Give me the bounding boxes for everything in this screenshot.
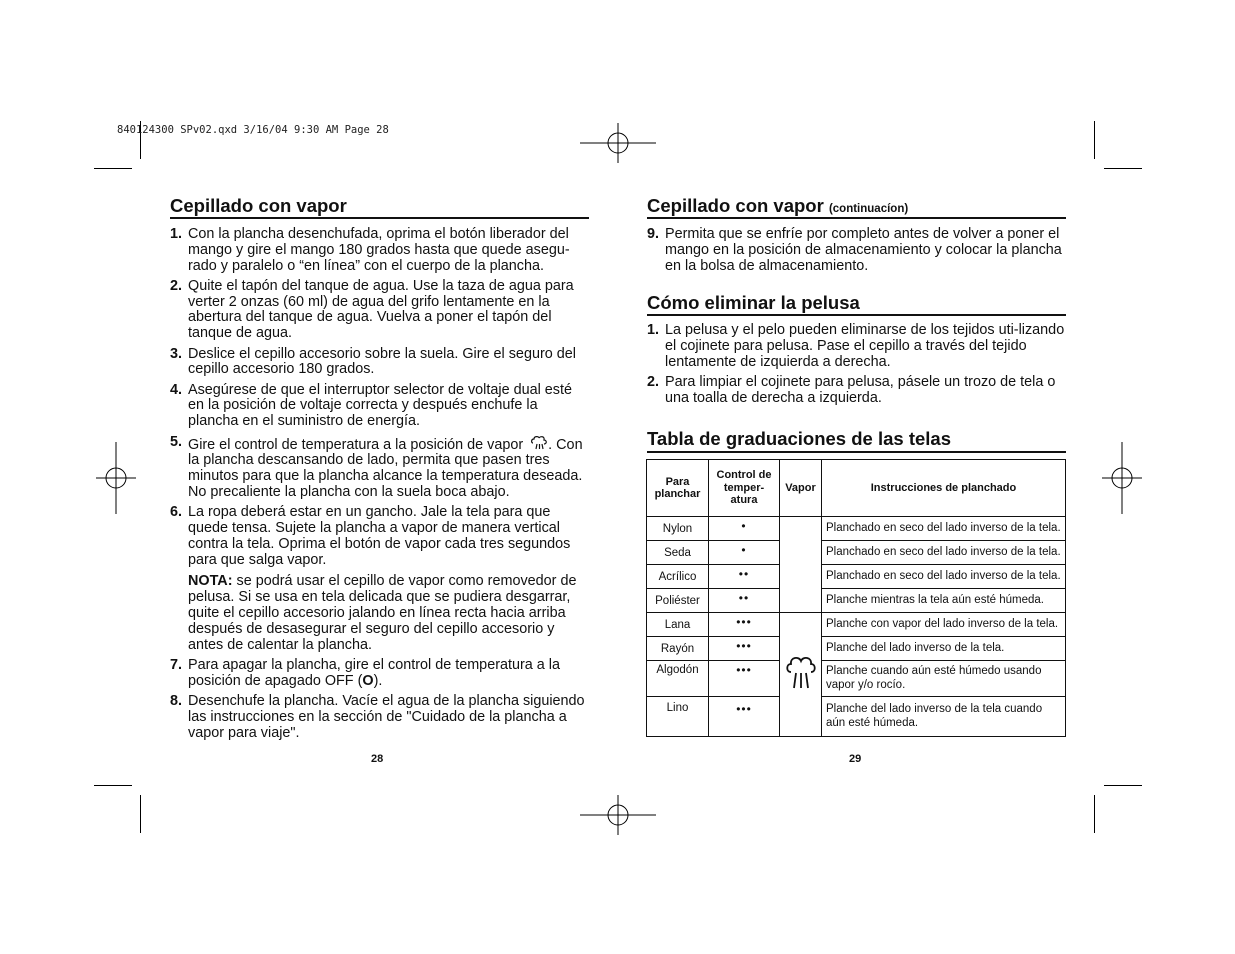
- fabric-name: Acrílico: [647, 565, 709, 589]
- title-suffix: (continuacíon): [828, 203, 909, 215]
- ironing-instructions: Planchado en seco del lado inverso de la tela.: [822, 565, 1066, 589]
- table-row: [647, 565, 1066, 589]
- ironing-instructions: Planche del lado inverso de la tela.: [822, 637, 1066, 661]
- section-title-text: Cómo eliminar la pelusa: [647, 292, 860, 313]
- table-row: [647, 697, 1066, 737]
- temperature-dots: •: [709, 541, 780, 565]
- step-text: Para limpiar el cojinete para pelusa, pásele un trozo de tela o una toalla de derecha a izquierda.: [665, 373, 1056, 406]
- crop-mark: [1094, 795, 1095, 833]
- steam-icon: [785, 654, 817, 692]
- table-header-row: [647, 460, 1066, 517]
- ironing-instructions: Planche con vapor del lado inverso de la tela.: [822, 613, 1066, 637]
- list-item: [170, 435, 590, 501]
- step-text: Gire el control de temperatura a la posición de vapor: [188, 436, 524, 453]
- step-number: 4.: [170, 381, 183, 398]
- temperature-dots: ••: [709, 565, 780, 589]
- table-row: [647, 637, 1066, 661]
- section-title-text: Tabla de graduaciones de las telas: [647, 428, 951, 449]
- table-row: [647, 613, 1066, 637]
- table-row: [647, 661, 1066, 697]
- list-item: [170, 658, 590, 690]
- list-item: [647, 323, 1067, 370]
- step-number: 9.: [647, 226, 660, 242]
- page-title-text: Cepillado con vapor: [170, 195, 347, 216]
- off-symbol: O: [362, 672, 374, 689]
- table-row: [647, 541, 1066, 565]
- fabric-name: Seda: [647, 541, 709, 565]
- step-text: Asegúrese de que el interruptor selector de voltaje dual esté en la posición de voltaje correcta y después enchufe la plancha en el suministro de energía.: [188, 381, 572, 430]
- registration-mark-icon: [1100, 440, 1144, 516]
- crop-mark: [94, 168, 132, 169]
- list-item: [170, 227, 590, 274]
- step-number: 1.: [170, 226, 183, 242]
- crop-mark: [1104, 785, 1142, 786]
- vapor-cell: [780, 613, 822, 737]
- column-header: Para planchar: [647, 460, 709, 517]
- page-title: [647, 195, 908, 217]
- step-number: 2.: [170, 277, 183, 294]
- step-number: 2.: [647, 373, 660, 390]
- step-text: Desenchufe la plancha. Vacíe el agua de la plancha siguiendo las instrucciones en la sección de "Cuidado de la plancha a vapor para viaje".: [188, 693, 585, 741]
- ironing-instructions: Planchado en seco del lado inverso de la tela.: [822, 541, 1066, 565]
- fabric-name: Nylon: [647, 517, 709, 541]
- fabric-table: [646, 459, 1066, 737]
- steps-list: [170, 227, 590, 746]
- list-item: [647, 227, 1067, 274]
- step-number: 5.: [170, 433, 183, 450]
- step-text: Para apagar la plancha, gire el control de temperatura a la posición de apagado OFF (: [188, 656, 560, 689]
- fabric-name: Rayón: [647, 637, 709, 661]
- list-item: [170, 505, 590, 653]
- step-text: Deslice el cepillo accesorio sobre la suela. Gire el seguro del cepillo accesorio 180 grados.: [188, 345, 576, 378]
- page-number: 28: [371, 753, 384, 765]
- table-row: [647, 517, 1066, 541]
- step-number: 3.: [170, 345, 183, 362]
- step-text: La pelusa y el pelo pueden eliminarse de los tejidos uti-lizando el cojinete para pelusa. Pase el cepillo a través del tejido lentamente de izquierda a derecha.: [665, 322, 1065, 370]
- step-number: 6.: [170, 504, 183, 521]
- crop-mark: [94, 785, 132, 786]
- step-text: Con la plancha desenchufada, oprima el botón liberador del mango y gire el mango 180 grados hasta que quede asegu-rado y paralelo o “en línea” con el cuerpo de la plancha.: [188, 226, 570, 274]
- step-text: Quite el tapón del tanque de agua. Use la taza de agua para verter 2 onzas (60 ml) de agua del grifo lentamente en la abertura del tanque de agua. Vuelva a poner el tapón del tanque de agua.: [188, 277, 574, 342]
- print-slug: 840124300 SPv02.qxd 3/16/04 9:30 AM Page 28: [117, 124, 389, 136]
- fabric-name: Lino: [647, 697, 709, 737]
- crop-mark: [1104, 168, 1142, 169]
- note-text: se podrá usar el cepillo de vapor como removedor de pelusa. Si se usa en tela delicada que se pudiera desgarrar, quite el cepillo accesorio jalando en línea recta hacia arriba después de desasegurar el seguro del cepillo accesorio y antes de calentar la plancha.: [188, 573, 577, 653]
- fabric-name: Lana: [647, 613, 709, 637]
- page-title: [170, 195, 347, 217]
- registration-mark-icon: [578, 121, 658, 165]
- temperature-dots: •••: [709, 661, 780, 697]
- list-item: [647, 375, 1067, 407]
- column-header: Instrucciones de planchado: [822, 460, 1066, 517]
- list-item: [170, 279, 590, 342]
- ironing-instructions: Planchado en seco del lado inverso de la tela.: [822, 517, 1066, 541]
- list-item: [170, 347, 590, 379]
- section-title: [647, 292, 860, 314]
- crop-mark: [1094, 121, 1095, 159]
- page-number: 29: [849, 753, 862, 765]
- fabric-name: Poliéster: [647, 589, 709, 613]
- ironing-instructions: Planche cuando aún esté húmedo usando vapor y/o rocío.: [822, 661, 1066, 697]
- title-rule: [647, 217, 1066, 219]
- table-row: [647, 589, 1066, 613]
- temperature-dots: •••: [709, 637, 780, 661]
- note: [188, 574, 590, 653]
- section-title: [647, 428, 951, 450]
- steps-list: [647, 323, 1067, 411]
- ironing-instructions: Planche mientras la tela aún esté húmeda.: [822, 589, 1066, 613]
- ironing-instructions: Planche del lado inverso de la tela cuando aún esté húmeda.: [822, 697, 1066, 737]
- vapor-cell: [780, 517, 822, 613]
- steps-list: [647, 227, 1067, 279]
- crop-mark: [140, 795, 141, 833]
- step-number: 1.: [647, 322, 660, 338]
- title-rule: [647, 451, 1066, 453]
- temperature-dots: •: [709, 517, 780, 541]
- fabric-name: Algodón: [647, 661, 709, 697]
- step-text: Permita que se enfríe por completo antes de volver a poner el mango en la posición de almacenamiento y colocar la plancha en la bolsa de almacenamiento.: [665, 226, 1062, 274]
- column-header: Vapor: [780, 460, 822, 517]
- page-title-text: Cepillado con vapor: [647, 195, 824, 216]
- step-text: ).: [373, 672, 383, 689]
- step-number: 7.: [170, 656, 183, 673]
- temperature-dots: ••: [709, 589, 780, 613]
- step-text: La ropa deberá estar en un gancho. Jale la tela para que quede tensa. Sujete la plancha a vapor de manera vertical contra la tela. Oprima el botón de vapor cada tres segundos para que salga vapor.: [188, 504, 571, 568]
- column-header: Control de temper-atura: [709, 460, 780, 517]
- temperature-dots: •••: [709, 697, 780, 737]
- note-label: NOTA:: [188, 573, 233, 590]
- steam-icon: [530, 435, 548, 451]
- list-item: [170, 694, 590, 741]
- title-rule: [170, 217, 589, 219]
- step-text: . Con la plancha descansando de lado, permita que pasen tres minutos para que la plancha alcance la temperatura deseada. No precaliente la plancha con la suela boca abajo.: [188, 436, 583, 500]
- title-rule: [647, 314, 1066, 316]
- step-number: 8.: [170, 693, 183, 710]
- list-item: [170, 383, 590, 430]
- registration-mark-icon: [94, 440, 138, 516]
- temperature-dots: •••: [709, 613, 780, 637]
- registration-mark-icon: [578, 793, 658, 837]
